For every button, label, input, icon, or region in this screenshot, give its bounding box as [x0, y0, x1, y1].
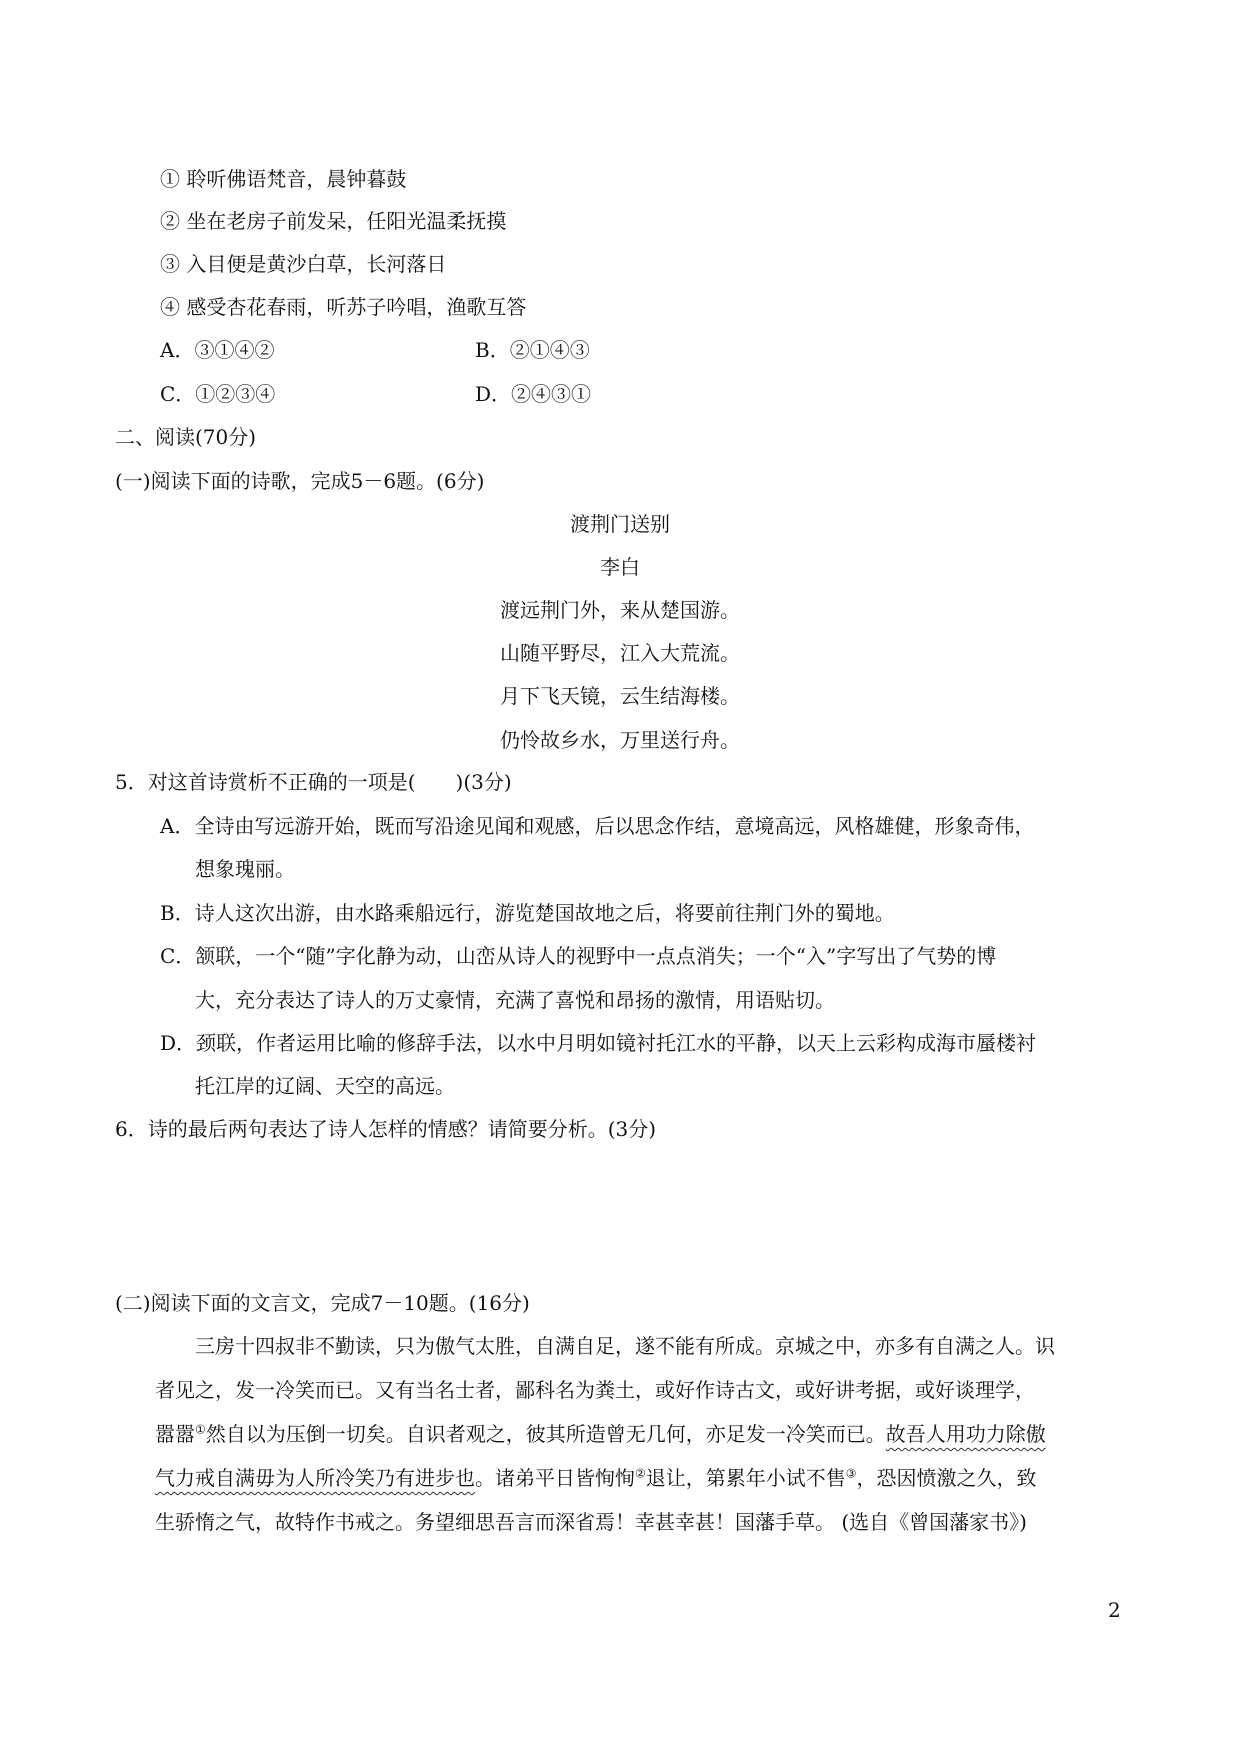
footnote-marker-2: ②: [635, 1466, 646, 1481]
q5-option-a-cont: 想象瑰丽。: [195, 857, 295, 881]
footnote-marker-3: ③: [845, 1466, 857, 1481]
underlined-sentence: 故吾人用功力除傲: [885, 1422, 1046, 1446]
passage-line-3: [155, 1420, 1046, 1448]
passage-line-2: 者见之，发一冷笑而已。又有当名士者，鄙科名为粪土，或好作诗古文，或好讲考据，或好谈理学，: [155, 1378, 1035, 1402]
section-heading: 二、阅读(70分): [115, 425, 257, 449]
q5-option-d: D．颈联，作者运用比喻的修辞手法，以水中月明如镜衬托江水的平静，以天上云彩构成海市蜃楼衬: [160, 1031, 1037, 1055]
passage-text: 嚣嚣: [155, 1422, 195, 1446]
underlined-sentence-cont: 气力戒自满毋为人所冷笑乃有进步也: [155, 1466, 475, 1490]
poem-line-1: 渡远荆门外，来从楚国游。: [500, 598, 740, 622]
footnote-marker-1: ①: [195, 1422, 206, 1437]
q4-item-1: ① 聆听佛语梵音，晨钟暮鼓: [160, 167, 407, 191]
passage-line-5: 生骄惰之气，故特作书戒之。务望细思吾言而深省焉！幸甚幸甚！国藩手草。 (选自《曾国藩家书》): [155, 1510, 1027, 1534]
page-number: 2: [1108, 1598, 1121, 1622]
poem-author: 李白: [600, 555, 640, 579]
q4-option-b: B．②①④③: [475, 338, 590, 362]
passage-line-1: 三房十四叔非不勤读，只为傲气太胜，自满自足，遂不能有所成。京城之中，亦多有自满之人。识: [195, 1334, 1055, 1358]
q4-item-3: ③ 入目便是黄沙白草，长河落日: [160, 252, 447, 276]
q4-option-c: C．①②③④: [160, 382, 276, 406]
q4-option-a: A．③①④②: [160, 338, 275, 362]
q5-option-a: A．全诗由写远游开始，既而写沿途见闻和观感，后以思念作结，意境高远，风格雄健，形象奇伟，: [160, 814, 1035, 838]
q5-option-c: C．颔联，一个“随”字化静为动，山峦从诗人的视野中一点点消失；一个“入”字写出了气势的博: [160, 944, 997, 968]
q5-option-d-cont: 托江岸的辽阔、天空的高远。: [195, 1074, 455, 1098]
q4-option-d: D．②④③①: [475, 382, 592, 406]
poem-title: 渡荆门送别: [570, 512, 670, 536]
passage-text: ，恐因愤激之久，致: [856, 1466, 1037, 1490]
q5-option-c-cont: 大，充分表达了诗人的万丈豪情，充满了喜悦和昂扬的激情，用语贴切。: [195, 988, 835, 1012]
part1-intro: (一)阅读下面的诗歌，完成5－6题。(6分): [115, 469, 485, 493]
q5-option-b: B．诗人这次出游，由水路乘船远行，游览楚国故地之后，将要前往荆门外的蜀地。: [160, 901, 895, 925]
poem-line-2: 山随平野尽，江入大荒流。: [500, 641, 740, 665]
q6-stem: 6．诗的最后两句表达了诗人怎样的情感？请简要分析。(3分): [115, 1117, 657, 1141]
passage-text: 。诸弟平日皆恂恂: [475, 1466, 635, 1490]
poem-line-3: 月下飞天镜，云生结海楼。: [500, 684, 740, 708]
q4-item-2: ② 坐在老房子前发呆，任阳光温柔抚摸: [160, 209, 507, 233]
passage-text: 退让，第累年小试不售: [645, 1466, 846, 1490]
q4-item-4: ④ 感受杏花春雨，听苏子吟唱，渔歌互答: [160, 295, 527, 319]
poem-line-4: 仍怜故乡水，万里送行舟。: [500, 728, 740, 752]
part2-intro: (二)阅读下面的文言文，完成7－10题。(16分): [115, 1291, 530, 1315]
passage-line-4: [155, 1464, 1037, 1492]
passage-text: 然自以为压倒一切矣。自识者观之，彼其所造曾无几何，亦足发一冷笑而已。: [205, 1422, 886, 1446]
q5-stem: 5．对这首诗赏析不正确的一项是( )(3分): [115, 770, 512, 794]
